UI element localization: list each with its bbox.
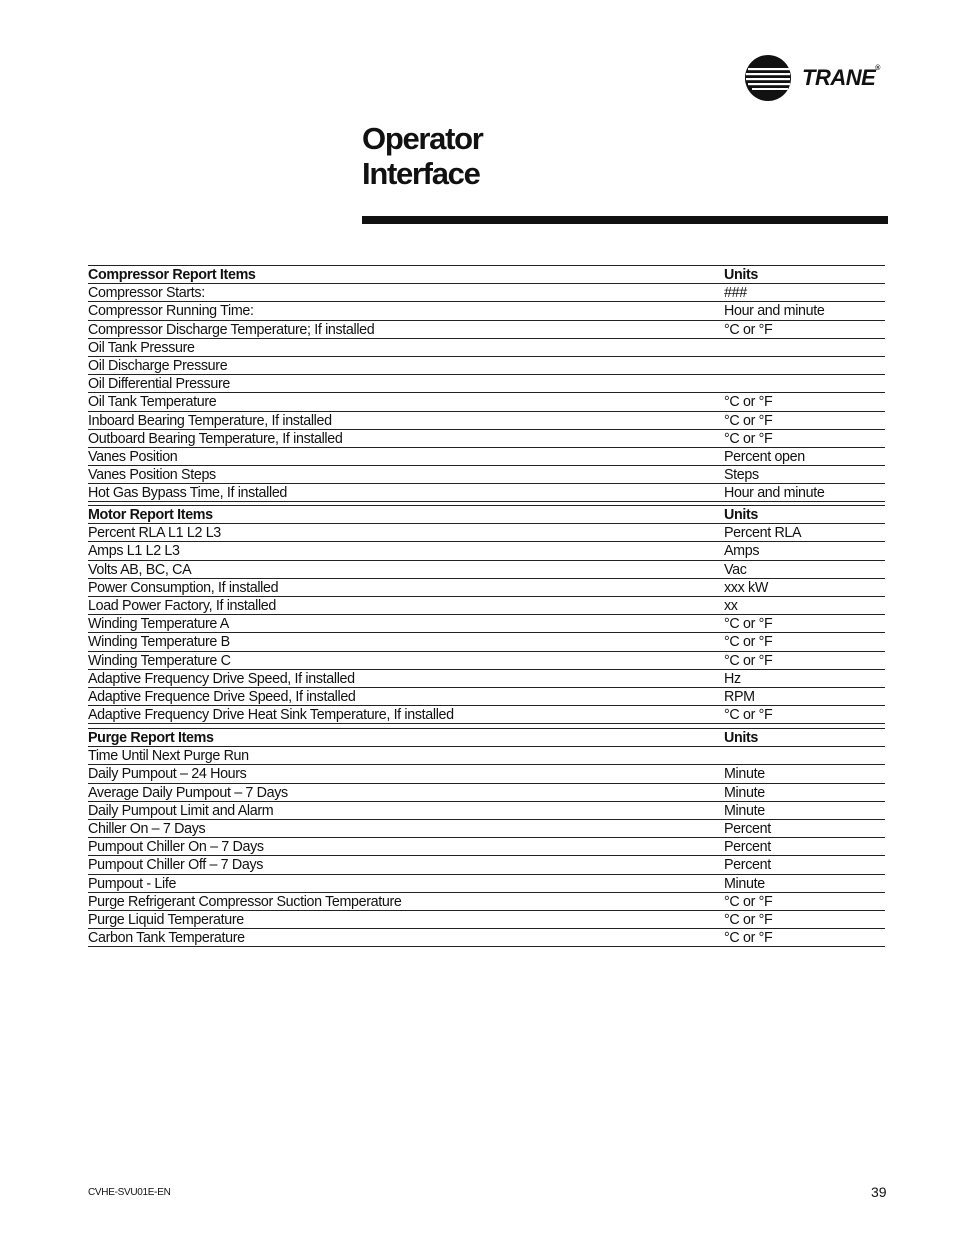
table-row — [88, 430, 885, 448]
row-units: Percent — [724, 857, 771, 874]
page-title — [362, 121, 483, 191]
column-header-item: Compressor Report Items — [88, 267, 256, 283]
row-units: xxx kW — [724, 579, 768, 596]
row-item: Oil Differential Pressure — [88, 376, 230, 393]
row-item: Chiller On – 7 Days — [88, 820, 206, 837]
table-row — [88, 484, 885, 502]
row-units: °C or °F — [724, 616, 773, 633]
page-title-line-1: Operator — [362, 121, 483, 156]
table-row — [88, 911, 885, 929]
row-item: Power Consumption, If installed — [88, 579, 279, 596]
column-header-units: Units — [724, 267, 758, 283]
row-units: °C or °F — [724, 394, 773, 411]
table-row — [88, 561, 885, 579]
table-row — [88, 615, 885, 633]
row-item: Purge Refrigerant Compressor Suction Temperature — [88, 893, 402, 910]
column-header-item: Purge Report Items — [88, 730, 214, 746]
table-row — [88, 706, 885, 724]
row-units: °C or °F — [724, 652, 773, 669]
row-units: xx — [724, 597, 738, 614]
row-item: Oil Tank Temperature — [88, 394, 217, 411]
table-row — [88, 375, 885, 393]
motor-report-table — [88, 505, 885, 724]
trane-logo-mark-icon — [744, 54, 792, 102]
table-row — [88, 302, 885, 320]
row-units: °C or °F — [724, 430, 773, 447]
table-header — [88, 265, 885, 284]
table-row — [88, 448, 885, 466]
row-item: Daily Pumpout – 24 Hours — [88, 766, 247, 783]
table-row — [88, 784, 885, 802]
purge-report-table — [88, 728, 885, 947]
row-item: Winding Temperature B — [88, 634, 230, 651]
table-header — [88, 505, 885, 524]
row-item: Amps L1 L2 L3 — [88, 543, 180, 560]
row-item: Purge Liquid Temperature — [88, 911, 244, 928]
table-row — [88, 524, 885, 542]
row-units: °C or °F — [724, 930, 773, 947]
table-row — [88, 412, 885, 430]
column-header-units: Units — [724, 507, 758, 523]
row-item: Hot Gas Bypass Time, If installed — [88, 485, 288, 502]
row-units: Minute — [724, 802, 765, 819]
row-item: Time Until Next Purge Run — [88, 748, 249, 765]
table-row — [88, 875, 885, 893]
trane-logo — [744, 54, 894, 104]
title-rule — [362, 216, 888, 224]
row-item: Winding Temperature A — [88, 616, 229, 633]
row-item: Percent RLA L1 L2 L3 — [88, 525, 221, 542]
column-header-item: Motor Report Items — [88, 507, 213, 523]
table-header — [88, 728, 885, 747]
table-row — [88, 579, 885, 597]
table-row — [88, 893, 885, 911]
compressor-report-table — [88, 265, 885, 502]
row-item: Volts AB, BC, CA — [88, 561, 192, 578]
row-item: Vanes Position — [88, 448, 178, 465]
table-row — [88, 321, 885, 339]
table-row — [88, 802, 885, 820]
row-units: °C or °F — [724, 634, 773, 651]
table-row — [88, 688, 885, 706]
row-item: Pumpout Chiller On – 7 Days — [88, 839, 264, 856]
row-units: ### — [724, 285, 747, 302]
table-row — [88, 838, 885, 856]
row-units: Percent open — [724, 448, 805, 465]
table-row — [88, 765, 885, 783]
row-item: Adaptive Frequence Drive Speed, If installed — [88, 688, 356, 705]
row-item: Carbon Tank Temperature — [88, 930, 245, 947]
row-item: Oil Tank Pressure — [88, 339, 195, 356]
row-units: Vac — [724, 561, 747, 578]
row-units: Steps — [724, 467, 759, 484]
table-row — [88, 652, 885, 670]
row-units: Minute — [724, 766, 765, 783]
row-units: Hour and minute — [724, 303, 825, 320]
table-row — [88, 929, 885, 947]
table-row — [88, 856, 885, 874]
row-item: Adaptive Frequency Drive Speed, If installed — [88, 670, 355, 687]
table-row — [88, 542, 885, 560]
table-row — [88, 633, 885, 651]
row-item: Compressor Running Time: — [88, 303, 254, 320]
document-code: CVHE-SVU01E-EN — [88, 1187, 171, 1198]
trane-wordmark: TRANE® — [802, 65, 880, 90]
table-row — [88, 597, 885, 615]
row-item: Pumpout Chiller Off – 7 Days — [88, 857, 264, 874]
table-row — [88, 820, 885, 838]
row-units: Amps — [724, 543, 760, 560]
row-units: Hz — [724, 670, 741, 687]
row-units: Minute — [724, 875, 765, 892]
row-item: Pumpout - Life — [88, 875, 177, 892]
row-units: Hour and minute — [724, 485, 825, 502]
page-title-line-2: Interface — [362, 156, 480, 191]
row-units: °C or °F — [724, 893, 773, 910]
column-header-units: Units — [724, 730, 758, 746]
row-units: Percent — [724, 820, 771, 837]
row-item: Vanes Position Steps — [88, 467, 216, 484]
table-row — [88, 357, 885, 375]
row-item: Outboard Bearing Temperature, If installed — [88, 430, 343, 447]
row-units: °C or °F — [724, 911, 773, 928]
row-units: °C or °F — [724, 412, 773, 429]
row-item: Compressor Discharge Temperature; If installed — [88, 321, 375, 338]
row-item: Inboard Bearing Temperature, If installed — [88, 412, 332, 429]
table-row — [88, 670, 885, 688]
row-item: Compressor Starts: — [88, 285, 205, 302]
row-units: Percent RLA — [724, 525, 802, 542]
row-units: °C or °F — [724, 321, 773, 338]
row-item: Oil Discharge Pressure — [88, 357, 228, 374]
row-units: Percent — [724, 839, 771, 856]
row-item: Winding Temperature C — [88, 652, 231, 669]
table-row — [88, 466, 885, 484]
row-item: Load Power Factory, If installed — [88, 597, 276, 614]
row-item: Average Daily Pumpout – 7 Days — [88, 784, 288, 801]
table-row — [88, 339, 885, 357]
row-units: Minute — [724, 784, 765, 801]
row-item: Adaptive Frequency Drive Heat Sink Temperature, If installed — [88, 707, 454, 724]
table-row — [88, 393, 885, 411]
table-row — [88, 284, 885, 302]
row-item: Daily Pumpout Limit and Alarm — [88, 802, 274, 819]
page-number: 39 — [871, 1184, 887, 1200]
table-row — [88, 747, 885, 765]
row-units: °C or °F — [724, 707, 773, 724]
row-units: RPM — [724, 688, 755, 705]
